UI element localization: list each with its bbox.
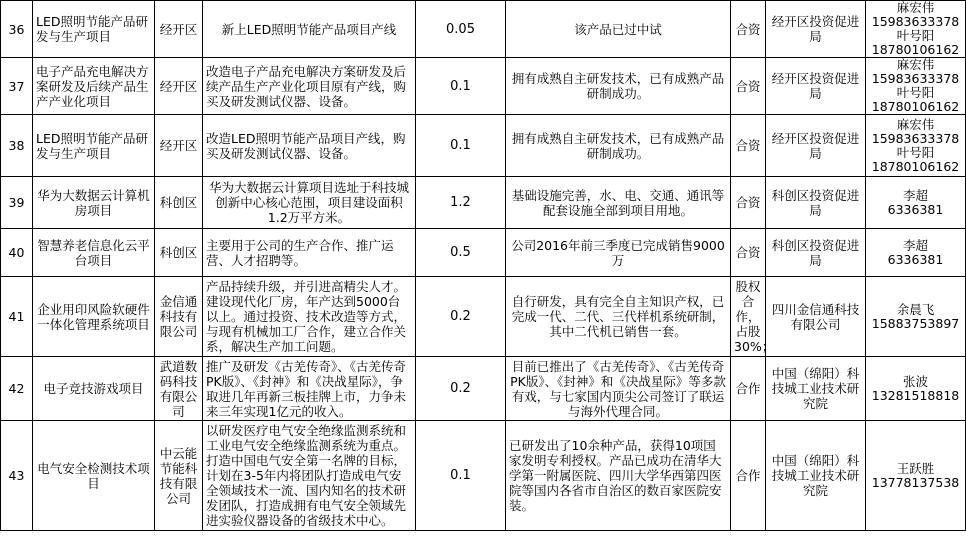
cell-no: 36 <box>1 1 33 58</box>
cell-district: 科创区 <box>155 177 203 229</box>
cell-no: 43 <box>1 421 33 531</box>
table-row <box>1 229 966 277</box>
table-row <box>1 115 966 177</box>
cell-progress: 拥有成熟自主研发技术，已有成熟产品研制成功。 <box>506 115 731 177</box>
contact-line: 15983633378 <box>871 130 960 146</box>
contact-line: 麻宏伟 <box>896 57 935 72</box>
cell-amount: 0.2 <box>416 277 506 357</box>
cell-contact <box>866 1 966 58</box>
table-row <box>1 58 966 115</box>
contact-line: 叶号阳 <box>896 144 935 160</box>
contact-line: 叶号阳 <box>896 85 935 100</box>
table-row <box>1 1 966 58</box>
cell-no: 39 <box>1 177 33 229</box>
cell-contact <box>866 357 966 421</box>
cell-district: 经开区 <box>155 58 203 115</box>
cell-progress: 公司2016年前三季度已完成销售9000万 <box>506 229 731 277</box>
cell-amount: 0.5 <box>416 229 506 277</box>
contact-line: 李超 <box>902 187 928 203</box>
contact-line: 6336381 <box>887 251 944 267</box>
cell-content: 产品持续升级，并引进高精尖人才。建设现代化厂房，年产达到5000台以上。通过投资、技术改造等方式，与现有机械加工厂合作，建立合作关系，解决生产加工问题。 <box>203 277 416 357</box>
contact-line: 麻宏伟 <box>896 116 935 132</box>
cell-amount: 0.1 <box>416 115 506 177</box>
cell-mode: 合资 <box>731 115 766 177</box>
cell-no: 42 <box>1 357 33 421</box>
cell-no: 41 <box>1 277 33 357</box>
cell-contact <box>866 58 966 115</box>
cell-project-name: LED照明节能产品研发与生产项目 <box>33 1 155 58</box>
cell-no: 38 <box>1 115 33 177</box>
cell-district: 经开区 <box>155 115 203 177</box>
cell-content: 以研发医疗电气安全绝缘监测系统和工业电气安全绝缘监测系统为重点。打造中国电气安全第一名牌的目标，计划在3-5年内将团队打造成电气安全领域技术一流、国内知名的技术研发团队，打造成拥有电气安全领域先进实验仪器设备的省级技术中心。 <box>203 421 416 531</box>
contact-line: 叶号阳 <box>896 28 935 43</box>
cell-project-name: 企业用印风险软硬件一体化管理系统项目 <box>33 277 155 357</box>
contact-line: 李超 <box>902 237 928 253</box>
cell-dept: 科创区投资促进局 <box>766 177 866 229</box>
cell-no: 37 <box>1 58 33 115</box>
cell-project-name: LED照明节能产品研发与生产项目 <box>33 115 155 177</box>
cell-contact <box>866 421 966 531</box>
cell-project-name: 电气安全检测技术项目 <box>33 421 155 531</box>
cell-dept: 经开区投资促进局 <box>766 115 866 177</box>
cell-district: 金信通科技有限公司 <box>155 277 203 357</box>
cell-mode: 合资 <box>731 177 766 229</box>
cell-mode: 合作 <box>731 357 766 421</box>
cell-mode: 股权合作，占股30%； <box>731 277 766 357</box>
cell-dept: 经开区投资促进局 <box>766 1 866 58</box>
cell-progress: 目前已推出了《古羌传奇》、《古羌传奇PK版》、《封神》和《决战星际》等多款有戏，与七家国内顶尖公司签订了联运与海外代理合同。 <box>506 357 731 421</box>
contact-line: 13281518818 <box>871 387 960 403</box>
cell-content: 改造LED照明节能产品项目产线，购买及研发测试仪器、设备。 <box>203 115 416 177</box>
contact-line: 18780106162 <box>871 99 960 114</box>
contact-line: 余晨飞 <box>896 301 935 317</box>
cell-project-name: 电子竞技游戏项目 <box>33 357 155 421</box>
cell-dept: 中国（绵阳）科技城工业技术研究院 <box>766 421 866 531</box>
cell-amount: 0.05 <box>416 1 506 58</box>
cell-contact <box>866 115 966 177</box>
cell-progress: 该产品已过中试 <box>506 1 731 58</box>
contact-line: 18780106162 <box>871 158 960 174</box>
cell-district: 武道数码科技有限公司 <box>155 357 203 421</box>
contact-line: 6336381 <box>887 201 944 217</box>
table-row <box>1 357 966 421</box>
cell-mode: 合资 <box>731 1 766 58</box>
cell-amount: 0.2 <box>416 357 506 421</box>
contact-line: 15983633378 <box>871 71 960 86</box>
table-row <box>1 421 966 531</box>
contact-line: 13778137538 <box>871 474 960 490</box>
cell-progress: 拥有成熟自主研发技术，已有成熟产品研制成功。 <box>506 58 731 115</box>
cell-project-name: 智慧养老信息化云平台项目 <box>33 229 155 277</box>
contact-line: 麻宏伟 <box>896 0 935 15</box>
cell-contact <box>866 177 966 229</box>
cell-amount: 1.2 <box>416 177 506 229</box>
contact-line: 15983633378 <box>871 14 960 29</box>
cell-dept: 中国（绵阳）科技城工业技术研究院 <box>766 357 866 421</box>
cell-contact <box>866 277 966 357</box>
cell-content: 改造电子产品充电解决方案研发及后续产品生产产业化项目原有产线，购买及研发测试仪器、设备。 <box>203 58 416 115</box>
cell-district: 经开区 <box>155 1 203 58</box>
cell-mode: 合资 <box>731 229 766 277</box>
cell-mode: 合资 <box>731 58 766 115</box>
cell-no: 40 <box>1 229 33 277</box>
cell-dept: 经开区投资促进局 <box>766 58 866 115</box>
cell-district: 科创区 <box>155 229 203 277</box>
cell-content: 新上LED照明节能产品项目产线 <box>203 1 416 58</box>
cell-amount: 0.1 <box>416 58 506 115</box>
table-row <box>1 177 966 229</box>
contact-line: 张波 <box>902 373 928 389</box>
cell-district: 中云能节能科技有限公司 <box>155 421 203 531</box>
cell-content: 推广及研发《古羌传奇》、《古羌传奇PK版》、《封神》和《决战星际》，争取进几年再新三板挂牌上市，力争未来三年实现1亿元的收入。 <box>203 357 416 421</box>
cell-mode: 合作 <box>731 421 766 531</box>
contact-line: 15883753897 <box>871 315 960 331</box>
cell-dept: 四川金信通科技有限公司 <box>766 277 866 357</box>
cell-amount: 0.1 <box>416 421 506 531</box>
cell-content: 主要用于公司的生产合作、推广运营、人才招聘等。 <box>203 229 416 277</box>
table-body <box>1 1 966 531</box>
cell-content: 华为大数据云计算项目选址于科技城创新中心核心范围，项目建设面积1.2万平方米。 <box>203 177 416 229</box>
cell-project-name: 华为大数据云计算机房项目 <box>33 177 155 229</box>
contact-line: 王跃胜 <box>896 460 935 476</box>
table-row <box>1 277 966 357</box>
cell-dept: 科创区投资促进局 <box>766 229 866 277</box>
cell-project-name: 电子产品充电解决方案研发及后续产品生产产业化项目 <box>33 58 155 115</box>
contact-line: 18780106162 <box>871 42 960 57</box>
cell-progress: 基础设施完善，水、电、交通、通讯等配套设施全部到项目用地。 <box>506 177 731 229</box>
cell-contact <box>866 229 966 277</box>
cell-progress: 已研发出了10余种产品，获得10项国家发明专利授权。产品已成功在清华大学第一附属医院、四川大学华西第四医院等国内各省市自治区的数百家医院安装。 <box>506 421 731 531</box>
cell-progress: 自行研发，具有完全自主知识产权，已完成一代、二代、三代样机系统研制，其中二代机已销售一套。 <box>506 277 731 357</box>
